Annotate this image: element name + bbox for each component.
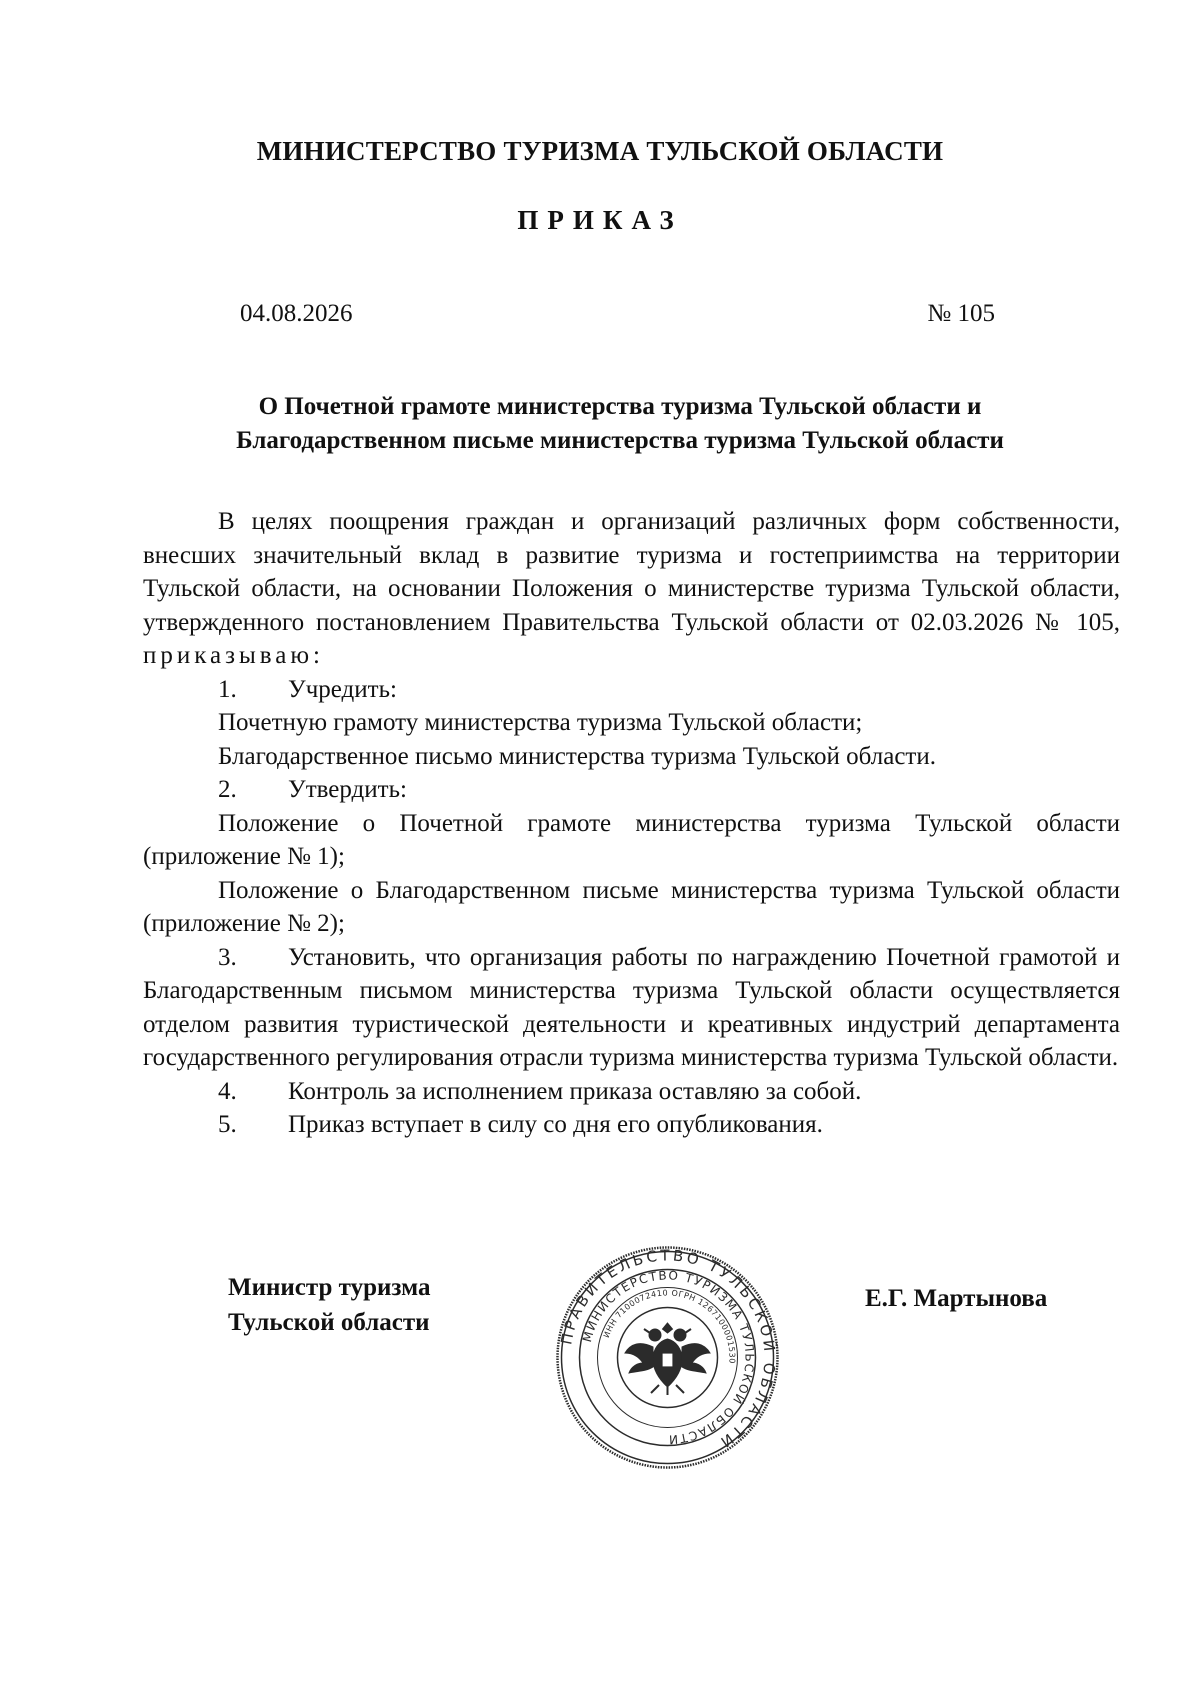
order-date: 04.08.2026 (240, 300, 353, 327)
item-5-text: Приказ вступает в силу со дня его опубликования. (288, 1111, 823, 1138)
item-3-number: 3. (218, 943, 237, 971)
item-4-text: Контроль за исполнением приказа оставляю за собой. (288, 1077, 862, 1105)
order-number: № 105 (927, 300, 995, 327)
document-type: ПРИКАЗ (517, 205, 683, 235)
item-2 (143, 773, 1120, 807)
preamble-text: В целях поощрения граждан и организаций различных форм собственности, внесших значительный вклад в развитие туризма и гостеприимства на территории Тульской области, на основании Положения о министерстве туризма Тульской области, утвержденного постановлением Правительства Тульской области от 02.03.2026 № 105, (143, 508, 1120, 636)
preamble-command: приказываю: (143, 642, 324, 669)
item-2-sub-a: Положение о Почетной грамоте министерства туризма Тульской области (приложение № 1); (143, 809, 1120, 870)
item-4-number: 4. (218, 1077, 237, 1105)
signatory-position (228, 1270, 430, 1340)
item-3 (143, 941, 1120, 1075)
item-2-text: Утвердить: (288, 776, 407, 803)
item-2-number: 2. (218, 776, 237, 803)
stamp-inner-text: МИНИСТЕРСТВО ТУРИЗМА ТУЛЬСКОЙ ОБЛАСТИ (580, 1268, 757, 1447)
item-4 (143, 1075, 1120, 1109)
preamble (143, 505, 1120, 673)
item-5-number: 5. (218, 1111, 237, 1138)
item-1-sub-b: Благодарственное письмо министерства туризма Тульской области. (218, 742, 936, 770)
subject-line-2: Благодарственном письме министерства туризма Тульской области (236, 427, 1004, 454)
stamp-outer-text: ПРАВИТЕЛЬСТВО ТУЛЬСКОЙ ОБЛАСТИ (557, 1246, 779, 1453)
stamp-codes-text: ИНН 7100072410 ОГРН 1267100001530 (601, 1288, 737, 1365)
subject-line-1: О Почетной грамоте министерства туризма Тульской области и (258, 393, 982, 420)
eagle-emblem-icon (625, 1323, 710, 1395)
item-5 (143, 1108, 1120, 1142)
item-1-number: 1. (218, 675, 237, 703)
official-seal-stamp (555, 1245, 780, 1470)
item-1-text: Учредить: (288, 675, 397, 703)
signatory-position-line-1: Министр туризма (228, 1274, 431, 1301)
item-1 (143, 673, 1120, 707)
item-2-sub-b: Положение о Благодарственном письме министерства туризма Тульской области (приложение № 2); (143, 876, 1120, 937)
item-1-sub-a: Почетную грамоту министерства туризма Тульской области; (218, 709, 863, 736)
signatory-name: Е.Г. Мартынова (865, 1285, 1048, 1312)
ministry-name: МИНИСТЕРСТВО ТУРИЗМА ТУЛЬСКОЙ ОБЛАСТИ (256, 136, 944, 166)
item-3-text: Установить, что организация работы по награждению Почетной грамотой и Благодарственным письмом министерства туризма Тульской области осуществляется отделом развития туристической деятельности и креативных индустрий департамента государственного регулирования отрасли туризма министерства туризма Тульской области. (143, 943, 1120, 1071)
order-body (143, 505, 1120, 1142)
order-subject (130, 390, 1110, 458)
signatory-position-line-2: Тульской области (228, 1309, 430, 1336)
